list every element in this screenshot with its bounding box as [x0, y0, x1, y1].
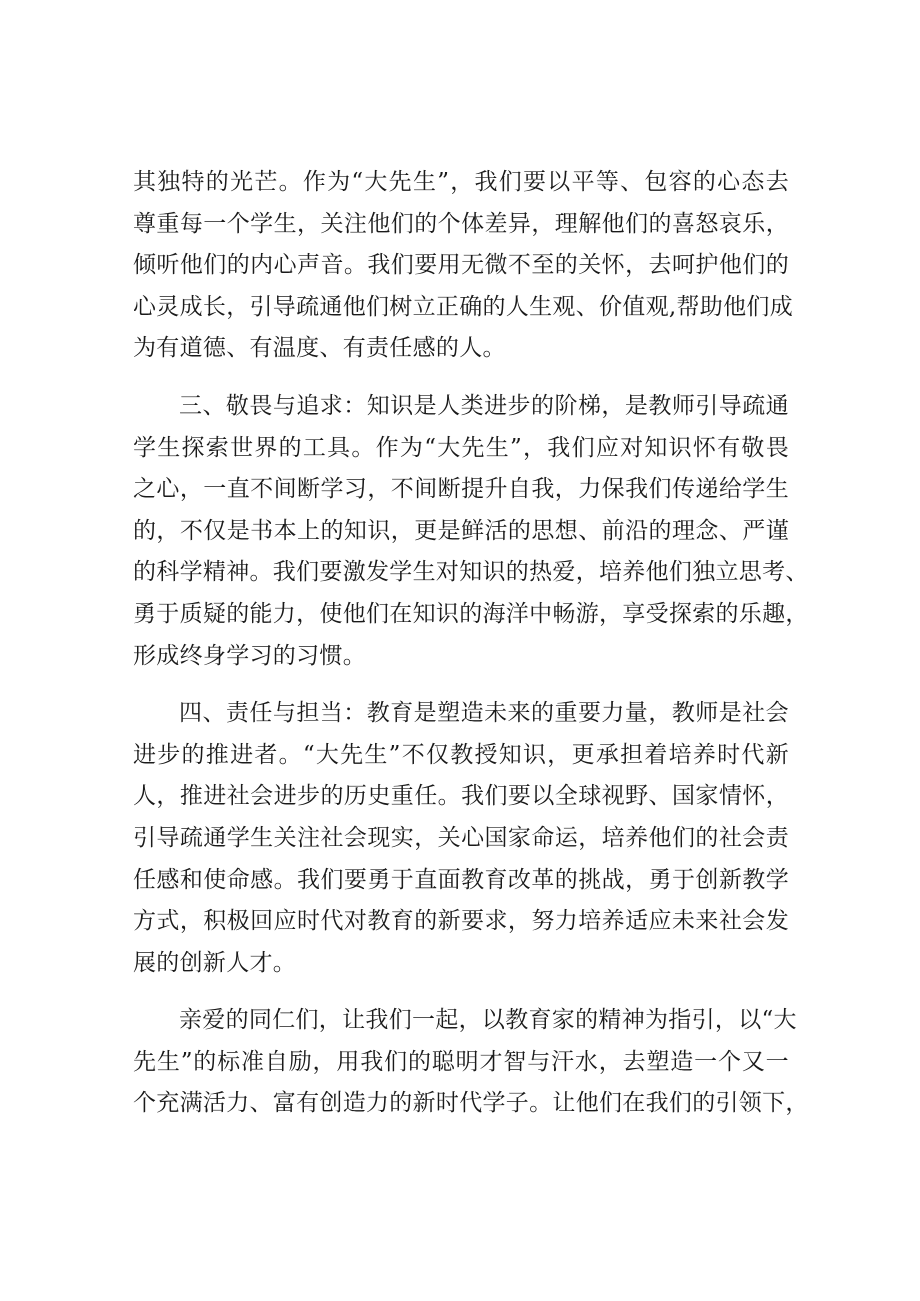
paragraph-line: 亲爱的同仁们，让我们一起，以教育家的精神为指引，以“大 — [179, 1007, 797, 1034]
paragraph-line: 先生”的标准自励，用我们的聪明才智与汗水，去塑造一个又一 — [133, 1048, 789, 1075]
paragraph-line: 方式，积极回应时代对教育的新要求，努力培养适应未来社会发 — [133, 908, 789, 935]
paragraph-line: 的，不仅是书本上的知识，更是鲜活的思想、前沿的理念、严谨 — [133, 517, 789, 544]
paragraph-line: 四、责任与担当：教育是塑造未来的重要力量，教师是社会 — [179, 700, 789, 727]
paragraph-line: 为有道德、有温度、有责任感的人。 — [133, 335, 506, 362]
paragraph-line: 进步的推进者。“大先生”不仅教授知识，更承担着培养时代新 — [133, 741, 789, 768]
paragraph-line: 勇于质疑的能力，使他们在知识的海洋中畅游，享受探索的乐趣， — [133, 600, 809, 627]
paragraph-line: 引导疏通学生关注社会现实，关心国家命运，培养他们的社会责 — [133, 824, 789, 851]
paragraph-line: 之心，一直不间断学习，不间断提升自我，力保我们传递给学生 — [133, 476, 789, 503]
paragraph-line: 展的创新人才。 — [133, 949, 297, 976]
paragraph-line: 人，推进社会进步的历史重任。我们要以全球视野、国家情怀， — [133, 783, 789, 810]
paragraph-line: 三、敬畏与追求：知识是人类进步的阶梯，是教师引导疏通 — [179, 392, 789, 419]
document-body — [133, 162, 809, 1125]
paragraph-2-awe-and-pursuit — [133, 386, 809, 677]
paragraph-line: 学生探索世界的工具。作为“大先生”，我们应对知识怀有敬畏 — [133, 434, 789, 461]
paragraph-line: 个充满活力、富有创造力的新时代学子。让他们在我们的引领下， — [133, 1090, 809, 1117]
paragraph-line: 任感和使命感。我们要勇于直面教育改革的挑战，勇于创新教学 — [133, 866, 789, 893]
paragraph-line: 尊重每一个学生，关注他们的个体差异，理解他们的喜怒哀乐， — [133, 210, 789, 237]
paragraph-1 — [133, 162, 794, 370]
paragraph-line: 的科学精神。我们要激发学生对知识的热爱，培养他们独立思考、 — [133, 559, 809, 586]
paragraph-4-closing — [133, 1000, 809, 1125]
paragraph-3-responsibility — [133, 693, 789, 984]
paragraph-line: 心灵成长，引导疏通他们树立正确的人生观、价值观,帮助他们成 — [133, 293, 794, 320]
paragraph-line: 其独特的光芒。作为“大先生”，我们要以平等、包容的心态去 — [133, 169, 789, 195]
paragraph-line: 倾听他们的内心声音。我们要用无微不至的关怀，去呵护他们的 — [133, 252, 789, 279]
paragraph-line: 形成终身学习的习惯。 — [133, 642, 366, 669]
